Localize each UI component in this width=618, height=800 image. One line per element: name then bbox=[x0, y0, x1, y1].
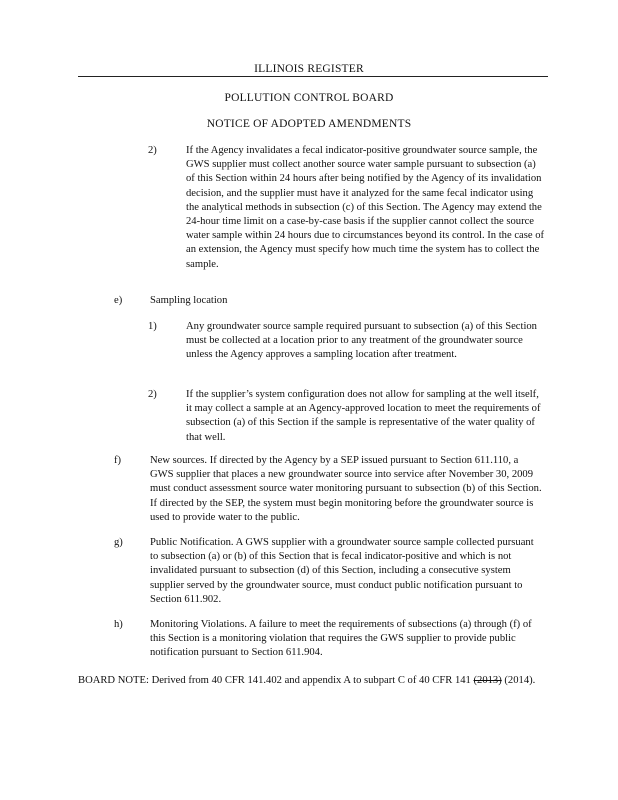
item-label-g: g) bbox=[114, 537, 123, 548]
board-note-lead: BOARD NOTE: Derived from 40 CFR 141.402 and appendix A to subpart C of 40 CFR 141 bbox=[78, 675, 471, 686]
paragraph-g: Public Notification. A GWS supplier with a groundwater source sample collected pursuant to subsection (a) or (b) of this Section that is fecal indicator-positive and which is not invalidated pursuant to subsection (d) of this Section, including a consecutive system supplier served by the groundwater source, must conduct public notification pursuant to Section 611.902. bbox=[150, 537, 534, 605]
board-note-struck-year: (2013) bbox=[473, 675, 502, 686]
paragraph-e1: Any groundwater source sample required pursuant to subsection (a) of this Section must be collected at a location prior to any treatment of the groundwater source unless the Agency approves a sampling location after treatment. bbox=[186, 321, 537, 361]
notice-title: NOTICE OF ADOPTED AMENDMENTS bbox=[206, 118, 412, 130]
item-label-d2: 2) bbox=[148, 145, 157, 156]
board-note-year: (2014). bbox=[504, 675, 536, 686]
paragraph-d2: If the Agency invalidates a fecal indicator-positive groundwater source sample, the GWS supplier must collect another source water sample pursuant to subsection (a) of this Section within 24 hours after being notified by the Agency of its invalidation decision, and the supplier must have it analyzed for the same fecal indicator using the analytical methods in subsection (c) of this Section. The Agency may extend the 24-hour time limit on a case-by-case basis if the supplier cannot collect the source water sample within 24 hours due to circumstances beyond its control. In the case of an extension, the Agency must specify how much time the system has to collect the sample. bbox=[186, 145, 545, 270]
item-label-e2: 2) bbox=[148, 389, 157, 400]
item-label-e1: 1) bbox=[148, 321, 157, 332]
item-label-e: e) bbox=[114, 295, 123, 306]
item-label-f: f) bbox=[114, 455, 122, 466]
paragraph-e2: If the supplier’s system configuration does not allow for sampling at the well itself, it may collect a sample at an Agency-approved location to meet the requirements of subsection (a) of this Section if the sample is representative of the water quality of that well. bbox=[186, 389, 541, 443]
paragraph-h: Monitoring Violations. A failure to meet the requirements of subsections (a) through (f) of this Section is a monitoring violation that requires the GWS supplier to provide public notification pursuant to Section 611.904. bbox=[150, 619, 532, 659]
heading-sampling-location: Sampling location bbox=[150, 295, 228, 306]
board-note bbox=[78, 674, 548, 688]
register-title: ILLINOIS REGISTER bbox=[254, 63, 364, 75]
item-label-h: h) bbox=[114, 619, 123, 630]
board-title: POLLUTION CONTROL BOARD bbox=[224, 92, 394, 104]
header-rule bbox=[78, 76, 548, 77]
paragraph-f: New sources. If directed by the Agency by a SEP issued pursuant to Section 611.110, a GWS supplier that places a new groundwater source into service after November 30, 2009 must conduct assessment source water monitoring pursuant to subsection (b) of this Section. If directed by the SEP, the system must begin monitoring before the groundwater source is used to provide water to the public. bbox=[150, 455, 542, 523]
